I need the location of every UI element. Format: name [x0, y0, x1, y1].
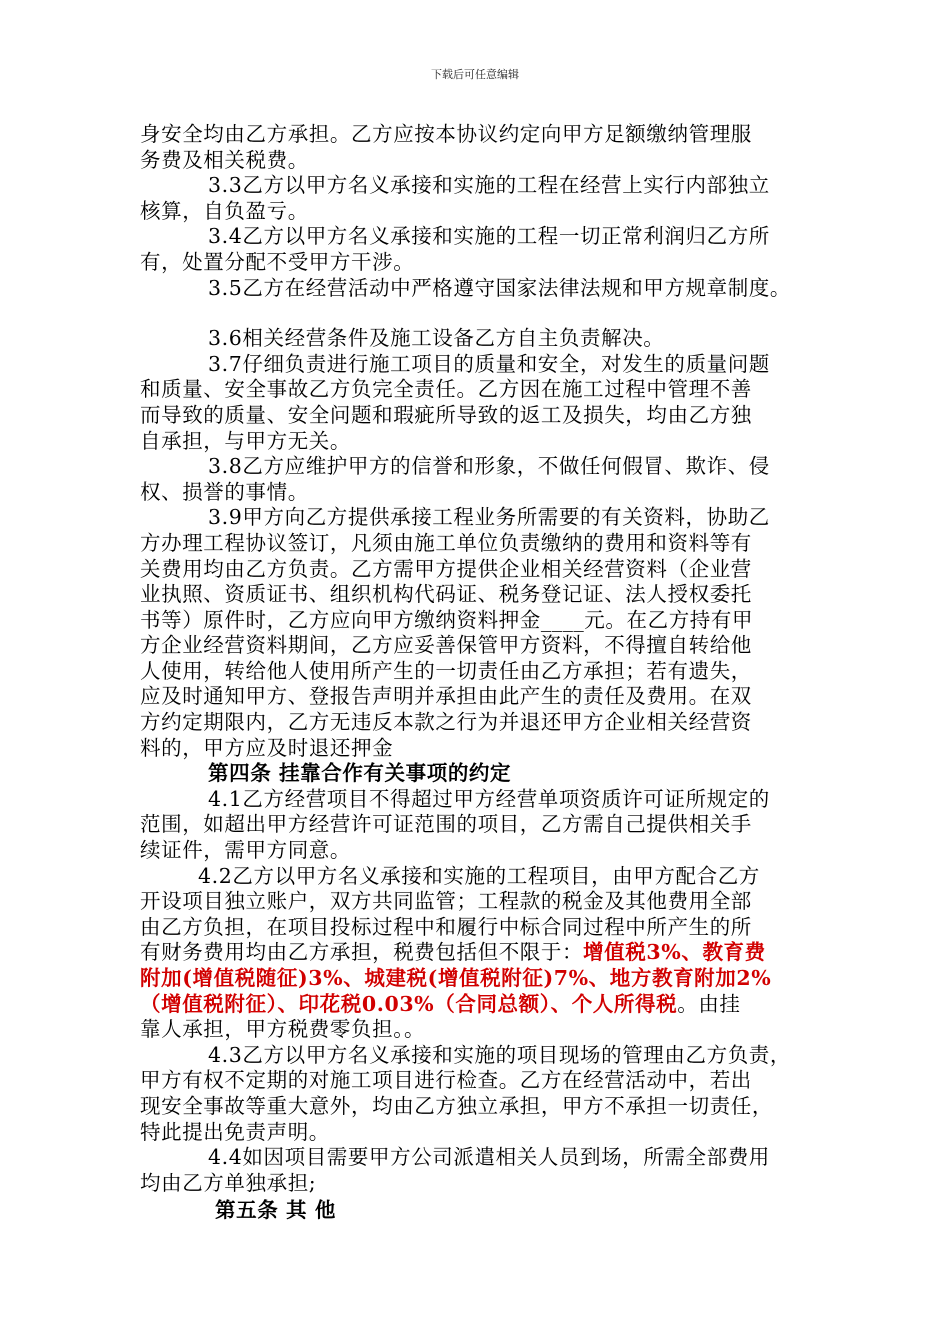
text-line: 甲方有权不定期的对施工项目进行检查。乙方在经营活动中，若出	[140, 1068, 752, 1093]
clause-3-8: 3.8乙方应维护甲方的信誉和形象，不做任何假冒、欺诈、侵	[208, 454, 770, 479]
text-line: 料的，甲方应及时退还押金	[140, 735, 394, 760]
text-line: 有，处置分配不受甲方干涉。	[140, 249, 415, 274]
text-line: 方办理工程协议签订，凡须由施工单位负责缴纳的费用和资料等有	[140, 530, 752, 555]
clause-4-3: 4.3乙方以甲方名义承接和实施的项目现场的管理由乙方负责，	[208, 1042, 791, 1067]
text-line: 由乙方负担，在项目投标过程中和履行中标合同过程中所产生的所	[140, 914, 752, 939]
clause-4-1: 4.1乙方经营项目不得超过甲方经营单项资质许可证所规定的	[208, 786, 770, 811]
clause-3-4: 3.4乙方以甲方名义承接和实施的工程一切正常利润归乙方所	[208, 224, 770, 249]
text-line: 而导致的质量、安全问题和瑕疵所导致的返工及损失，均由乙方独	[140, 402, 752, 427]
text-span: 。由挂	[677, 991, 741, 1016]
text-line: 应及时通知甲方、登报告声明并承担由此产生的责任及费用。在双	[140, 684, 752, 709]
text-line: 自承担，与甲方无关。	[140, 428, 351, 453]
text-line: 权、损誉的事情。	[140, 479, 309, 504]
text-line: 业执照、资质证书、组织机构代码证、税务登记证、法人授权委托	[140, 582, 752, 607]
text-span: 有财务费用均由乙方承担，税费包括但不限于：	[140, 940, 584, 965]
clause-3-9: 3.9甲方向乙方提供承接工程业务所需要的有关资料，协助乙	[208, 505, 770, 530]
text-line	[140, 992, 820, 1018]
blank-line	[140, 301, 820, 326]
text-line: 特此提出免责声明。	[140, 1119, 330, 1144]
page-header: 下载后可任意编辑	[431, 68, 519, 81]
text-line: 范围，如超出甲方经营许可证范围的项目，乙方需自己提供相关手	[140, 812, 752, 837]
clause-3-5: 3.5乙方在经营活动中严格遵守国家法律法规和甲方规章制度。	[208, 275, 791, 300]
text-line: 均由乙方单独承担;	[140, 1170, 317, 1195]
text-line: 书等）原件时，乙方应向甲方缴纳资料押金____元。在乙方持有甲	[140, 607, 754, 632]
text-line	[140, 940, 820, 966]
text-line: 核算，自负盈亏。	[140, 198, 309, 223]
document-body	[140, 122, 820, 1224]
tax-highlight: （增值税附征）、印花税0.03%（合同总额）、个人所得税	[140, 991, 678, 1016]
article-5-heading: 第五条 其 他	[215, 1198, 336, 1223]
article-4-heading: 第四条 挂靠合作有关事项的约定	[208, 761, 512, 786]
clause-3-6: 3.6相关经营条件及施工设备乙方自主负责解决。	[208, 326, 665, 351]
text-line: 关费用均由乙方负责。乙方需甲方提供企业相关经营资料（企业营	[140, 556, 752, 581]
text-line: 务费及相关税费。	[140, 147, 309, 172]
text-line: 方约定期限内，乙方无违反本款之行为并退还甲方企业相关经营资	[140, 710, 752, 735]
tax-highlight: 增值税3%、教育费	[583, 940, 766, 965]
text-line: 靠人承担，甲方税费零负担。。	[140, 1017, 426, 1042]
clause-4-4: 4.4如因项目需要甲方公司派遣相关人员到场，所需全部费用	[208, 1145, 770, 1170]
text-line: 开设项目独立账户，双方共同监管；工程款的税金及其他费用全部	[140, 889, 752, 914]
clause-4-2: 4.2乙方以甲方名义承接和实施的工程项目，由甲方配合乙方	[198, 863, 760, 888]
clause-3-7: 3.7仔细负责进行施工项目的质量和安全，对发生的质量问题	[208, 351, 770, 376]
text-line: 人使用，转给他人使用所产生的一切责任由乙方承担；若有遗失，	[140, 658, 752, 683]
text-line: 续证件，需甲方同意。	[140, 838, 351, 863]
text-line: 方企业经营资料期间，乙方应妥善保管甲方资料，不得擅自转给他	[140, 633, 752, 658]
clause-3-3: 3.3乙方以甲方名义承接和实施的工程在经营上实行内部独立	[208, 173, 770, 198]
tax-highlight-line: 附加(增值税随征)3%、城建税(增值税附征)7%、地方教育附加2%	[140, 966, 772, 990]
text-line: 和质量、安全事故乙方负完全责任。乙方因在施工过程中管理不善	[140, 377, 752, 402]
text-line: 身安全均由乙方承担。乙方应按本协议约定向甲方足额缴纳管理服	[140, 122, 752, 146]
text-line: 现安全事故等重大意外，均由乙方独立承担，甲方不承担一切责任，	[140, 1093, 773, 1118]
